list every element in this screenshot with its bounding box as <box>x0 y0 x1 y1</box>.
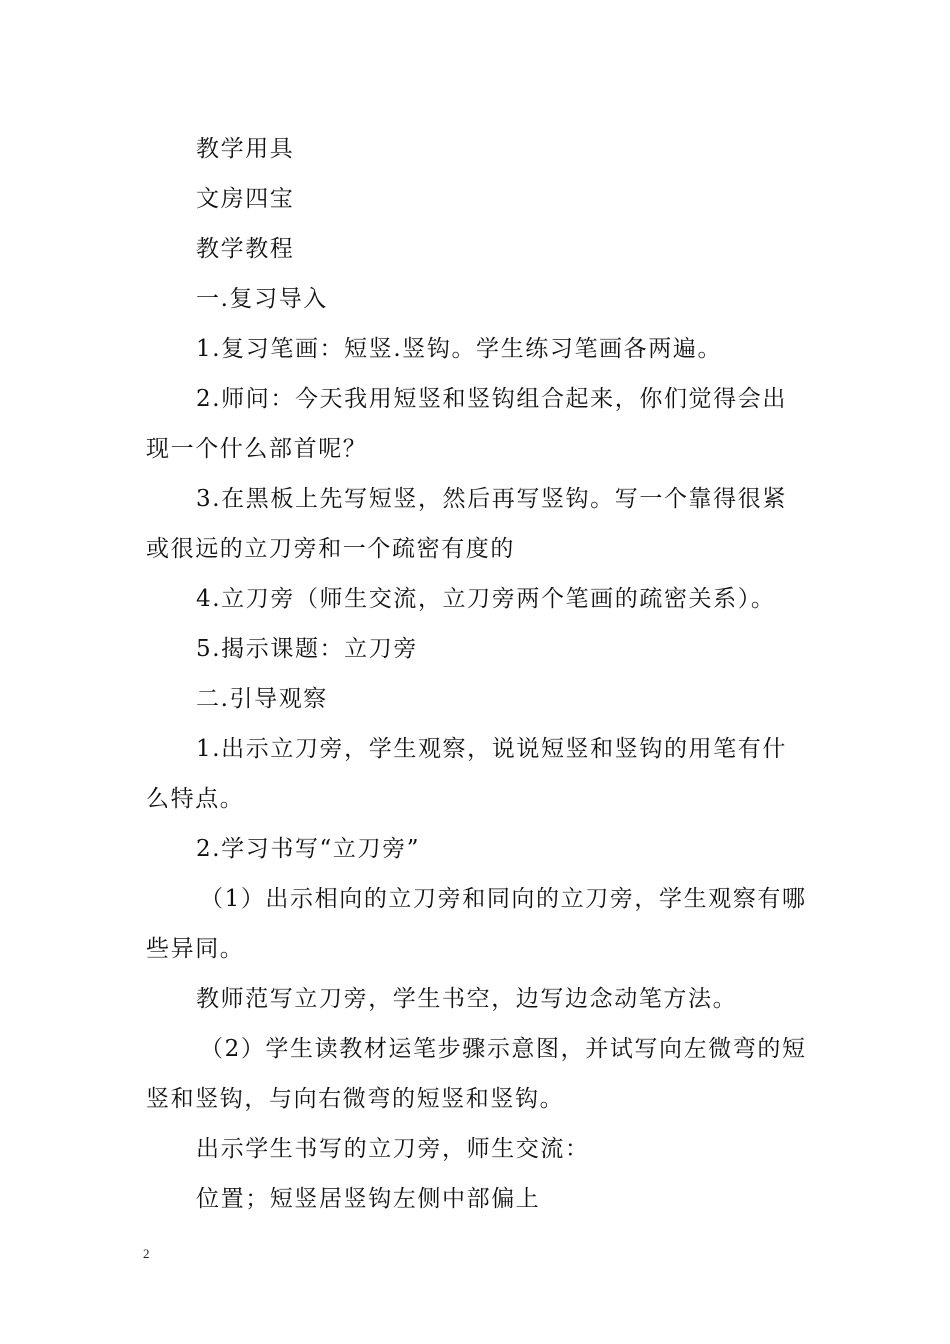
text-line-observe-1-continued: 么特点。 <box>146 786 245 812</box>
section-heading-observe: 二.引导观察 <box>196 686 328 712</box>
text-line-item-2-continued: 现一个什么部首呢？ <box>146 436 368 462</box>
text-line-four-treasures: 文房四宝 <box>196 186 295 212</box>
text-line-subitem-2-continued: 竖和竖钩，与向右微弯的短竖和竖钩。 <box>146 1086 565 1112</box>
text-line-item-1: 1.复习笔画：短竖.竖钩。学生练习笔画各两遍。 <box>196 336 723 362</box>
text-line-teaching-process: 教学教程 <box>196 236 295 262</box>
text-line-item-2: 2.师问：今天我用短竖和竖钩组合起来，你们觉得会出 <box>196 386 787 412</box>
text-line-item-3-continued: 或很远的立刀旁和一个疏密有度的 <box>146 536 515 562</box>
text-line-student-writing: 出示学生书写的立刀旁，师生交流： <box>196 1136 590 1162</box>
text-line-teacher-demo: 教师范写立刀旁，学生书空，边写边念动笔方法。 <box>196 986 738 1012</box>
page-number: 2 <box>143 1246 150 1261</box>
section-heading-review: 一.复习导入 <box>196 286 328 312</box>
text-line-item-4: 4.立刀旁（师生交流，立刀旁两个笔画的疏密关系）。 <box>196 586 776 612</box>
text-line-teaching-tools: 教学用具 <box>196 136 295 162</box>
text-line-observe-1: 1.出示立刀旁，学生观察，说说短竖和竖钩的用笔有什 <box>196 736 787 762</box>
text-line-subitem-2: （2）学生读教材运笔步骤示意图，并试写向左微弯的短 <box>200 1036 807 1062</box>
text-line-position: 位置；短竖居竖钩左侧中部偏上 <box>196 1186 541 1212</box>
text-line-subitem-1: （1）出示相向的立刀旁和同向的立刀旁，学生观察有哪 <box>200 886 807 912</box>
text-line-subitem-1-continued: 些异同。 <box>146 936 245 962</box>
text-line-observe-2: 2.学习书写“立刀旁” <box>196 836 421 862</box>
text-line-item-5: 5.揭示课题：立刀旁 <box>196 636 418 662</box>
text-line-item-3: 3.在黑板上先写短竖，然后再写竖钩。写一个靠得很紧 <box>196 486 787 512</box>
